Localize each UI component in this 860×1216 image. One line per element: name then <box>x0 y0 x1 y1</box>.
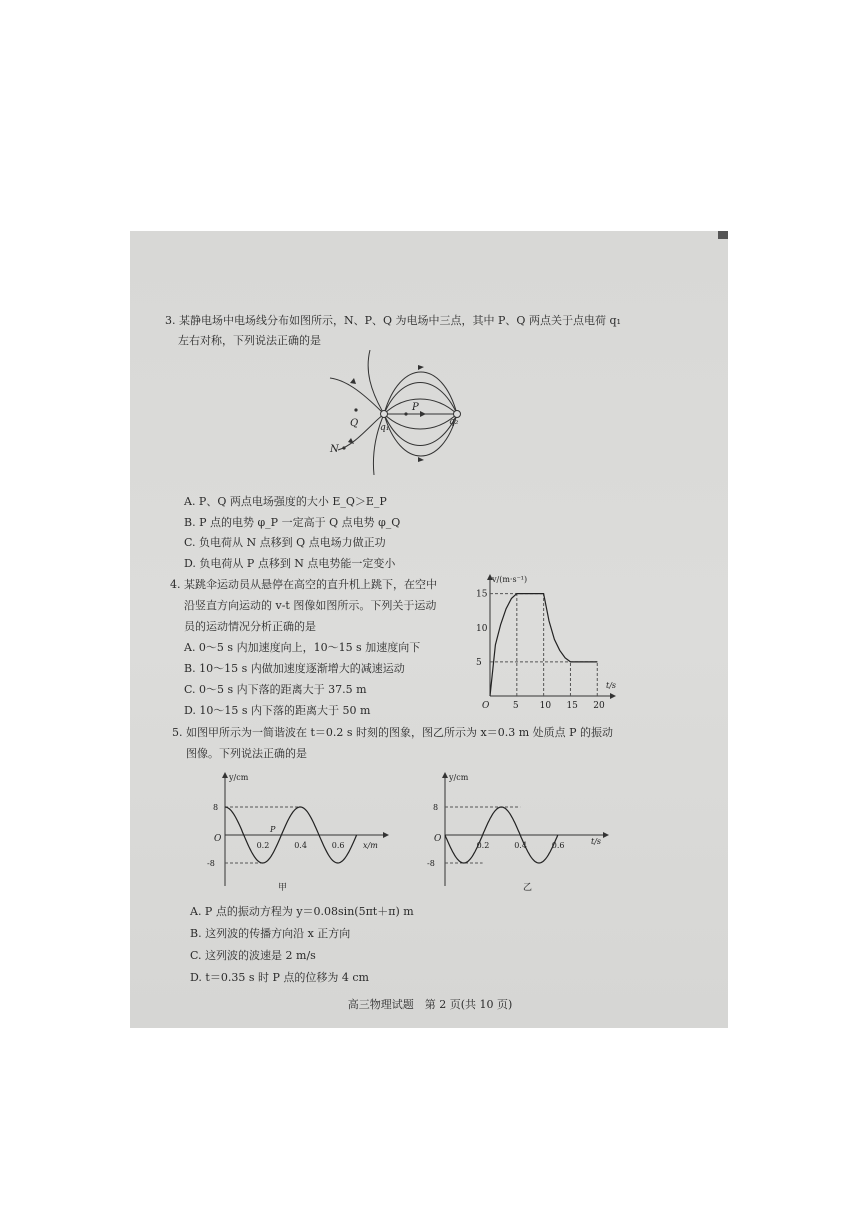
vt-y-tick: 15 <box>476 589 488 600</box>
wave-y-tick: 8 <box>213 803 219 812</box>
vt-y-label: v/(m·s⁻¹) <box>492 575 528 584</box>
wave-b-caption: 乙 <box>523 883 533 893</box>
x-axis-arrow-icon <box>610 693 616 699</box>
q5-stem-line1: 5. 如图甲所示为一简谐波在 t＝0.2 s 时刻的图象，图乙所示为 x＝0.3 m 处质点 P 的振动 <box>172 726 614 739</box>
q3-option-a: A. P、Q 两点电场强度的大小 E_Q＞E_P <box>184 495 387 508</box>
y-axis-arrow-icon <box>222 772 228 778</box>
q3-option-c: C. 负电荷从 N 点移到 Q 点电场力做正功 <box>184 536 386 549</box>
charge-q1 <box>381 411 388 418</box>
q4-option-a: A. 0～5 s 内加速度向上，10～15 s 加速度向下 <box>184 641 421 654</box>
wave-y-tick: -8 <box>207 859 215 868</box>
vt-x-label: t/s <box>606 681 617 690</box>
wave-x-tick: 0.4 <box>514 841 527 850</box>
vt-y-tick: 5 <box>476 657 482 668</box>
label-p: P <box>412 402 419 413</box>
field-line <box>338 414 384 450</box>
wave-graph-jia <box>205 768 395 898</box>
vt-x-tick: 20 <box>593 701 605 711</box>
q4-stem-line1: 4. 某跳伞运动员从悬停在高空的直升机上跳下，在空中 <box>170 578 437 591</box>
wave-x-tick: 0.6 <box>551 841 565 850</box>
vt-origin: O <box>482 701 490 711</box>
vt-x-tick: 15 <box>566 701 578 711</box>
q4-stem-line3: 员的运动情况分析正确的是 <box>184 620 316 633</box>
q4-stem-line2: 沿竖直方向运动的 v-t 图像如图所示。下列关于运动 <box>184 599 437 612</box>
wave-graph-yi <box>425 768 615 898</box>
vt-x-tick: 5 <box>512 701 519 711</box>
x-axis-arrow-icon <box>603 832 609 838</box>
vt-y-tick: 10 <box>476 623 488 634</box>
label-q: Q <box>350 418 359 429</box>
wave-x-tick: 0.6 <box>331 841 345 850</box>
q4-option-b: B. 10～15 s 内做加速度逐渐增大的减速运动 <box>184 662 405 675</box>
q5-option-a: A. P 点的振动方程为 y＝0.08sin(5πt＋π) m <box>190 905 414 918</box>
arrow-icon <box>350 378 356 384</box>
field-line <box>330 378 384 414</box>
point-n <box>342 446 345 449</box>
scan-corner-mark <box>718 231 728 239</box>
field-line <box>384 414 457 446</box>
wave-b-y-label: y/cm <box>449 773 469 782</box>
wave-x-tick: 0.2 <box>476 841 490 850</box>
arrow-icon <box>418 365 424 370</box>
vt-x-tick: 10 <box>539 701 552 711</box>
q4-option-c: C. 0～5 s 内下落的距离大于 37.5 m <box>184 683 367 696</box>
label-q2: q₂ <box>449 417 459 427</box>
wave-x-tick: 0.4 <box>294 841 307 850</box>
q3-option-b: B. P 点的电势 φ_P 一定高于 Q 点电势 φ_Q <box>184 516 401 529</box>
wave-a-caption: 甲 <box>278 883 288 893</box>
field-line <box>384 372 457 414</box>
wave-a-y-label: y/cm <box>229 773 249 782</box>
point-q <box>354 408 357 411</box>
y-axis-arrow-icon <box>442 772 448 778</box>
q3-stem-line1: 3. 某静电场中电场线分布如图所示，N、P、Q 为电场中三点，其中 P、Q 两点关于点电荷 q₁ <box>165 314 621 327</box>
arrow-icon <box>418 457 424 462</box>
field-line <box>384 414 457 456</box>
q3-option-d: D. 负电荷从 P 点移到 N 点电势能一定变小 <box>184 557 396 570</box>
field-line <box>368 350 384 414</box>
x-axis-arrow-icon <box>383 832 389 838</box>
wave-a-x-label: x/m <box>363 841 378 850</box>
q5-option-c: C. 这列波的波速是 2 m/s <box>190 949 316 962</box>
wave-y-tick: 8 <box>433 803 439 812</box>
label-n: N <box>330 444 339 455</box>
arrow-icon <box>420 411 426 417</box>
wave-a-point-p: P <box>270 825 276 834</box>
wave-y-tick: -8 <box>427 859 435 868</box>
q5-option-b: B. 这列波的传播方向沿 x 正方向 <box>190 927 351 940</box>
point-p <box>404 412 407 415</box>
wave-x-tick: 0.2 <box>256 841 270 850</box>
wave-b-origin: O <box>434 834 442 844</box>
field-line <box>384 383 457 415</box>
page-footer: 高三物理试题 第 2 页(共 10 页) <box>347 998 513 1011</box>
q5-option-d: D. t＝0.35 s 时 P 点的位移为 4 cm <box>190 971 369 984</box>
q4-option-d: D. 10～15 s 内下落的距离大于 50 m <box>184 704 371 717</box>
wave-b-x-label: t/s <box>591 837 602 846</box>
wave-a-origin: O <box>214 834 222 844</box>
electric-field-diagram <box>320 350 480 480</box>
vt-graph <box>470 572 620 712</box>
q5-stem-line2: 图像。下列说法正确的是 <box>186 747 307 760</box>
q3-stem-line2: 左右对称，下列说法正确的是 <box>178 334 321 347</box>
label-q1: q₁ <box>380 423 390 433</box>
